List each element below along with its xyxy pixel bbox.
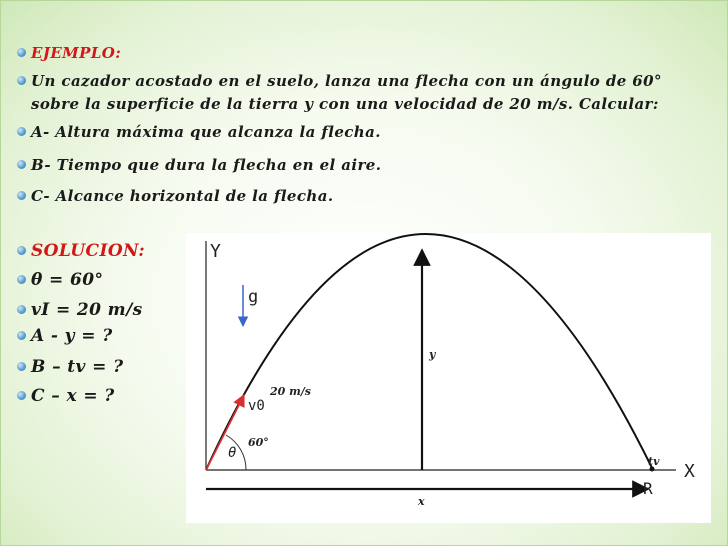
question-c: C- Alcance horizontal de la flecha. — [31, 187, 334, 205]
velocity-arrow — [206, 395, 244, 470]
statement-line-2: sobre la superficie de la tierra y con una velocidad de 20 m/s. Calcular: — [31, 95, 659, 113]
flight-time-label: tv — [648, 455, 660, 468]
bullet-icon — [17, 305, 26, 314]
bullet-icon — [17, 331, 26, 340]
statement-line-1: Un cazador acostado en el suelo, lanza una flecha con un ángulo de 60° — [31, 72, 662, 90]
x-axis-label: X — [684, 461, 695, 482]
heading-solucion: SOLUCION: — [31, 241, 146, 261]
bullet-icon — [17, 48, 26, 57]
y-axis-label: Y — [210, 241, 221, 262]
question-a: A- Altura máxima que alcanza la flecha. — [31, 123, 381, 141]
theta-label: θ — [228, 445, 237, 461]
question-b: B- Tiempo que dura la flecha en el aire. — [31, 156, 382, 174]
height-label: y — [429, 348, 436, 361]
bullet-icon — [17, 127, 26, 136]
bullet-icon — [17, 246, 26, 255]
unknown-c: C – x = ? — [31, 386, 115, 406]
bullet-icon — [17, 191, 26, 200]
angle-label: 60° — [248, 436, 269, 449]
given-theta: θ = 60° — [31, 270, 104, 290]
bullet-icon — [17, 76, 26, 85]
unknown-a: A - y = ? — [31, 326, 113, 346]
given-velocity: vI = 20 m/s — [31, 300, 143, 320]
trajectory-svg — [186, 233, 711, 523]
trajectory-diagram — [186, 233, 711, 523]
heading-ejemplo: EJEMPLO: — [31, 44, 122, 62]
gravity-label: g — [248, 287, 259, 307]
bullet-icon — [17, 160, 26, 169]
unknown-b: B – tv = ? — [31, 357, 124, 377]
distance-label: x — [418, 495, 425, 508]
v0-label: v0 — [248, 398, 265, 414]
bullet-icon — [17, 362, 26, 371]
bullet-icon — [17, 275, 26, 284]
bullet-icon — [17, 391, 26, 400]
speed-label: 20 m/s — [270, 385, 311, 398]
range-point-label: R — [643, 479, 653, 498]
